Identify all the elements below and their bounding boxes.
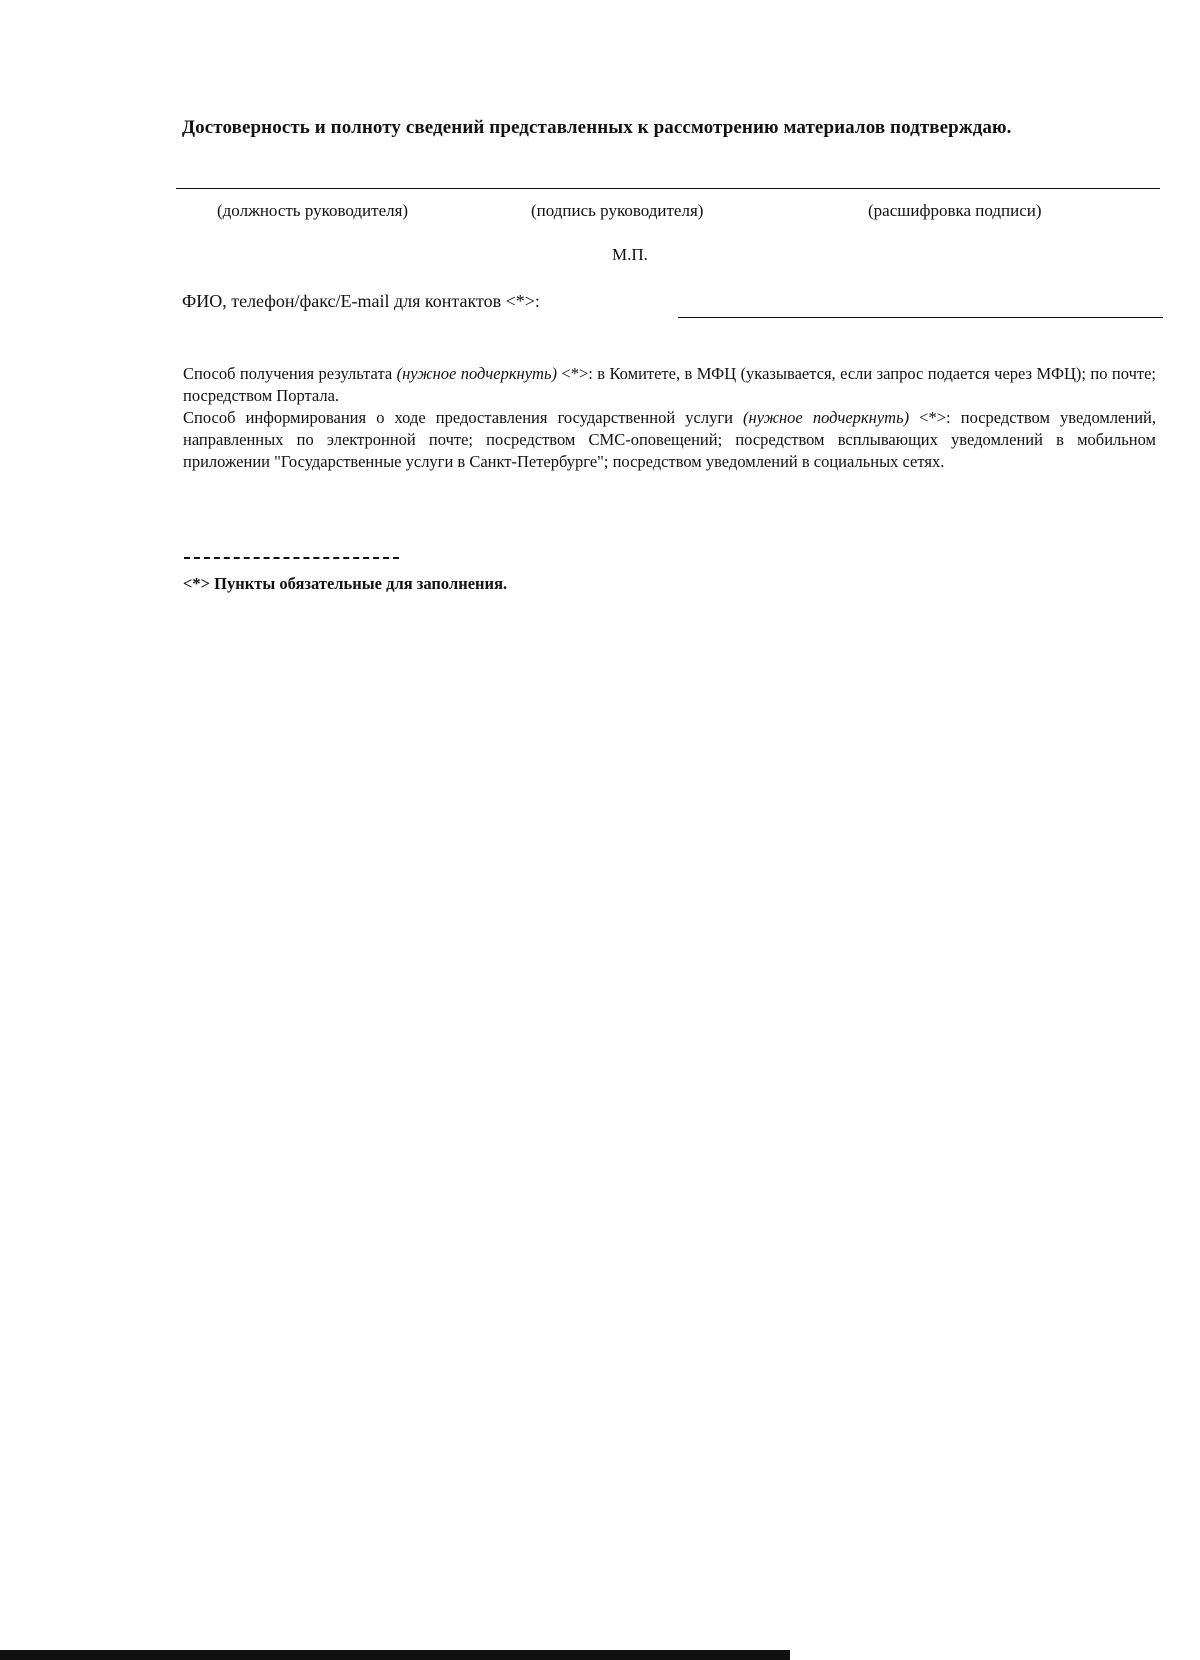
contacts-fill-line bbox=[678, 317, 1163, 318]
result-method-paragraph bbox=[183, 363, 1156, 407]
confirmation-heading: Достоверность и полноту сведений представленных к рассмотрению материалов подтверждаю. bbox=[182, 117, 1012, 138]
contacts-label: ФИО, телефон/факс/E-mail для контактов <*>: bbox=[182, 291, 540, 311]
result-method-hint: (нужное подчеркнуть) bbox=[396, 364, 557, 383]
signature-line bbox=[176, 188, 1160, 189]
signature-caption: (подпись руководителя) bbox=[531, 201, 704, 220]
inform-method-options: <*>: посредством уведомлений, направленных по электронной почте; посредством СМС-оповещений; посредством всплывающих уведомлений в мобильном приложении "Государственные услуги в Санкт-Петербурге"; посредством уведомлений в социальных сетях. bbox=[183, 408, 1156, 471]
inform-method-lead: Способ информирования о ходе предоставления государственной услуги bbox=[183, 408, 744, 427]
stamp-mark: М.П. bbox=[612, 245, 648, 264]
inform-method-paragraph bbox=[183, 407, 1156, 473]
scan-edge bbox=[0, 1650, 790, 1660]
result-method-lead: Способ получения результата bbox=[183, 364, 397, 383]
result-method-options: <*>: в Комитете, в МФЦ (указывается, если запрос подается через МФЦ); по почте; посредством Портала. bbox=[183, 364, 1156, 405]
position-caption: (должность руководителя) bbox=[217, 201, 409, 220]
footnote: <*> Пункты обязательные для заполнения. bbox=[183, 574, 508, 593]
signature-transcript-caption: (расшифровка подписи) bbox=[868, 201, 1042, 220]
footnote-separator bbox=[184, 557, 399, 559]
inform-method-hint: (нужное подчеркнуть) bbox=[743, 408, 910, 427]
